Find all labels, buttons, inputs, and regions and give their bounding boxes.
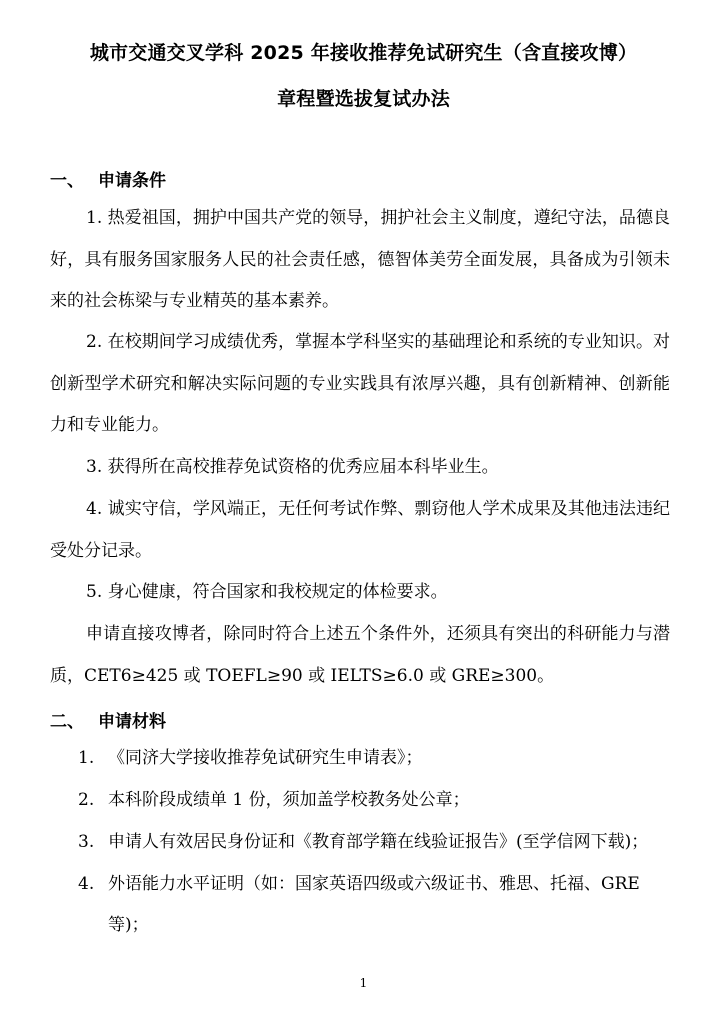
section-title: 申请条件 — [98, 171, 166, 191]
material-list-item — [78, 822, 678, 863]
list-text: 本科阶段成绩单 1 份，须加盖学校教务处公章； — [108, 790, 470, 810]
list-number: 4. — [78, 874, 95, 894]
section-title: 申请材料 — [98, 712, 166, 732]
document-title-line2: 章程暨选拔复试办法 — [277, 88, 450, 110]
list-text-continuation: 等)； — [108, 915, 149, 935]
condition-paragraph: 2. 在校期间学习成绩优秀，掌握本学科坚实的基础理论和系统的专业知识。对创新型学术研究和解决实际问题的专业实践具有浓厚兴趣，具有创新精神、创新能力和专业能力。 — [50, 332, 670, 435]
direct-phd-paragraph: 申请直接攻博者，除同时符合上述五个条件外，还须具有突出的科研能力与潜质，CET6≥425 或 TOEFL≥90 或 IELTS≥6.0 或 GRE≥300。 — [50, 624, 670, 686]
section-number: 一、 — [50, 171, 84, 191]
page-number: 1 — [359, 976, 368, 990]
section-heading-materials — [50, 707, 166, 732]
section-number: 二、 — [50, 712, 84, 732]
list-text: 申请人有效居民身份证和《教育部学籍在线验证报告》(至学信网下载)； — [108, 832, 649, 852]
condition-paragraph: 1. 热爱祖国，拥护中国共产党的领导，拥护社会主义制度，遵纪守法，品德良好，具有服务国家服务人民的社会责任感，德智体美劳全面发展，具备成为引领未来的社会栋梁与专业精英的基本素养。 — [50, 208, 670, 311]
material-list-item — [78, 738, 678, 779]
list-number: 1. — [78, 748, 95, 768]
material-list-item — [78, 780, 678, 821]
list-number: 2. — [78, 790, 95, 810]
section-heading-conditions — [50, 166, 166, 191]
condition-paragraph: 5. 身心健康，符合国家和我校规定的体检要求。 — [86, 582, 448, 602]
condition-paragraph: 3. 获得所在高校推荐免试资格的优秀应届本科毕业生。 — [86, 457, 499, 477]
list-text: 外语能力水平证明（如：国家英语四级或六级证书、雅思、托福、GRE — [108, 874, 640, 894]
document-title-line1: 城市交通交叉学科 2025 年接收推荐免试研究生（含直接攻博） — [89, 42, 638, 64]
material-list-item — [78, 864, 678, 946]
list-text: 《同济大学接收推荐免试研究生申请表》； — [108, 748, 423, 768]
condition-paragraph: 4. 诚实守信，学风端正，无任何考试作弊、剽窃他人学术成果及其他违法违纪受处分记录。 — [50, 499, 670, 561]
list-number: 3. — [78, 832, 95, 852]
